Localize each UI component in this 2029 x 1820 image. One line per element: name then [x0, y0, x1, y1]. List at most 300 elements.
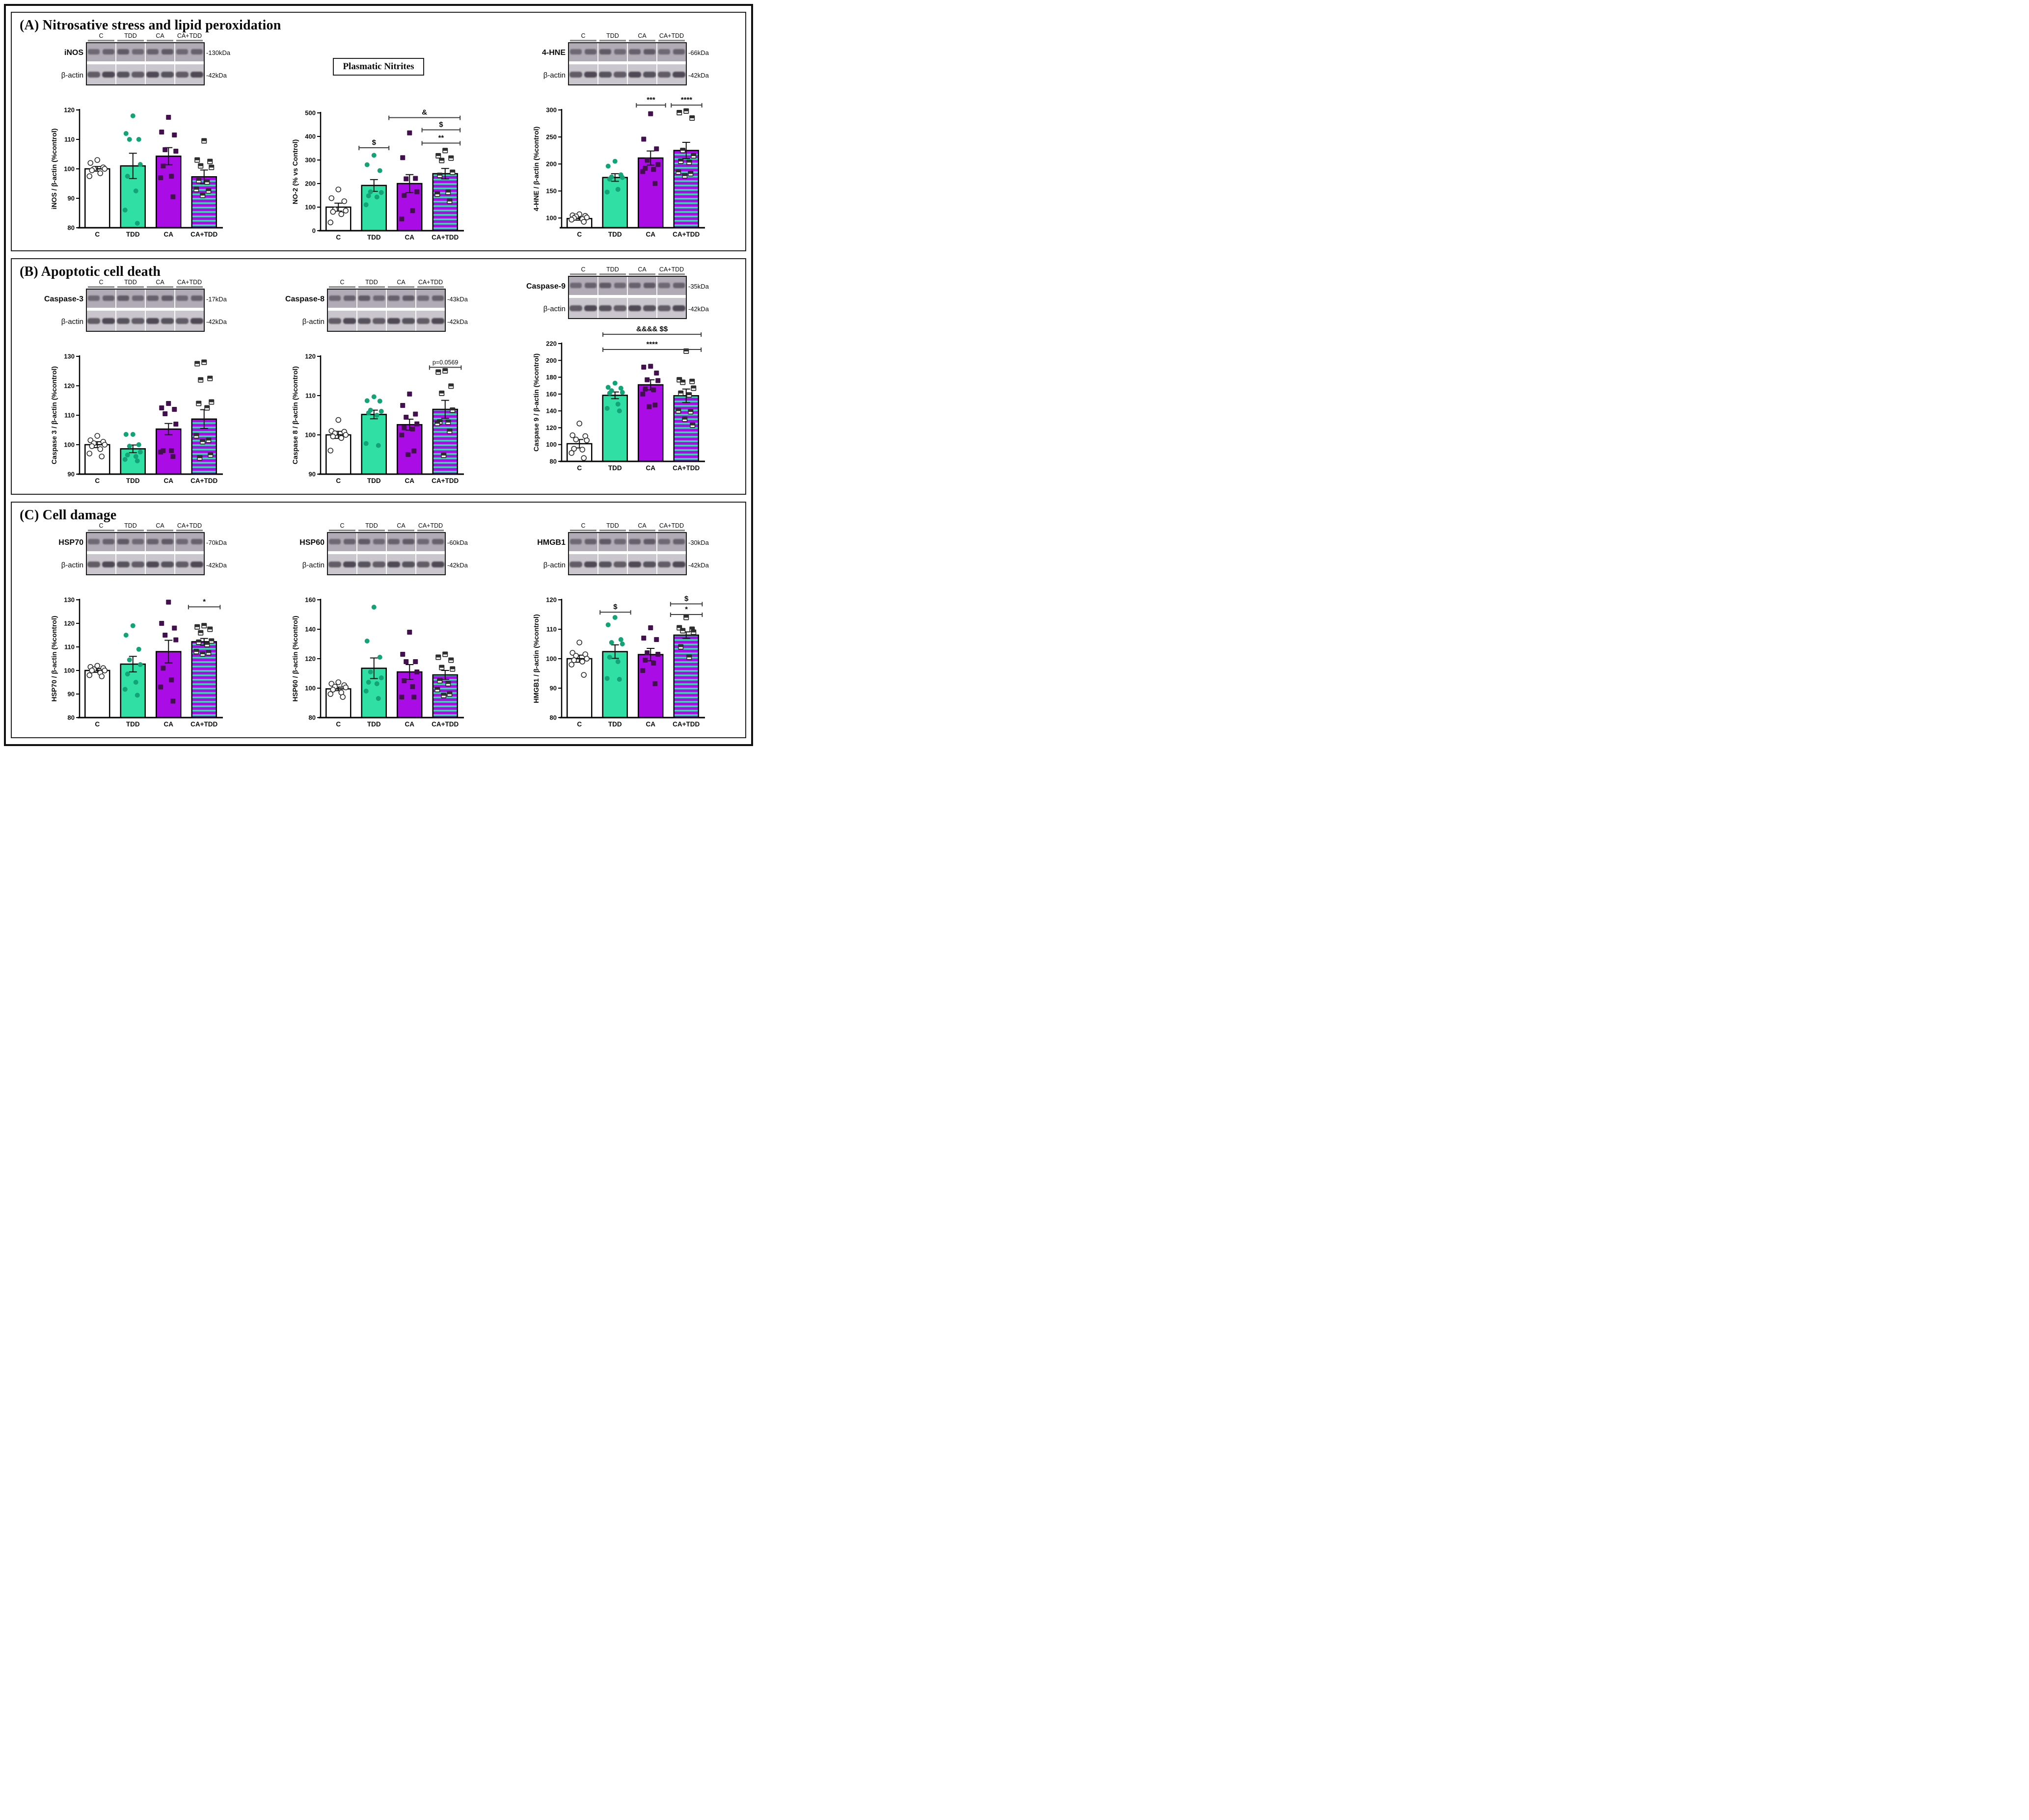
protein-band	[191, 49, 203, 54]
lane-label: TDD	[124, 279, 137, 286]
protein-band	[162, 295, 173, 301]
x-tick-label: C	[577, 231, 582, 238]
significance-label: *	[203, 597, 206, 606]
y-tick-label: 90	[549, 684, 557, 692]
x-tick-label: TDD	[608, 464, 622, 472]
y-tick-label: 130	[64, 596, 75, 604]
x-tick-label: CA	[646, 231, 656, 238]
panel-b	[11, 258, 746, 495]
lane-underline	[417, 530, 444, 532]
lane-label: TDD	[365, 279, 378, 286]
lane-label: C	[99, 32, 104, 39]
protein-band	[614, 539, 626, 544]
actin-band	[146, 318, 159, 324]
protein-band	[344, 295, 355, 301]
lane-underline	[329, 286, 355, 288]
actin-band	[569, 72, 582, 78]
figure-column	[260, 522, 497, 732]
hsp70-chart	[49, 579, 226, 732]
y-tick-label: 120	[546, 596, 557, 604]
figure-column	[19, 522, 256, 732]
x-tick-label: CA	[163, 721, 173, 728]
lane-label: TDD	[606, 32, 619, 39]
chart-box-title: Plasmatic Nitrites	[333, 58, 424, 76]
actin-band	[402, 562, 415, 567]
lane-underline	[147, 40, 173, 42]
protein-band	[673, 539, 685, 544]
protein-label: Caspase-3	[44, 295, 83, 303]
lane-underline	[658, 40, 685, 42]
y-axis-label: HSP70 / β-actin (%control)	[50, 616, 58, 702]
protein-band	[570, 539, 582, 544]
caspase-3-blot	[39, 279, 236, 335]
actin-label: β-actin	[61, 71, 83, 80]
caspase-3-chart	[49, 336, 226, 489]
protein-label: HSP60	[299, 538, 325, 547]
hmgb1-chart	[531, 579, 708, 732]
lane-label: C	[340, 279, 345, 286]
kda-label-bottom: -42kDa	[206, 318, 227, 325]
kda-label-top: -70kDa	[206, 539, 227, 546]
x-tick-label: TDD	[367, 477, 381, 484]
x-tick-label: C	[95, 721, 100, 728]
y-tick-label: 160	[305, 596, 316, 604]
bar-tdd	[603, 652, 627, 718]
y-tick-label: 100	[64, 165, 75, 173]
lane-label: CA+TDD	[177, 522, 202, 529]
actin-label: β-actin	[543, 305, 566, 313]
y-tick-label: 100	[305, 431, 316, 439]
significance-label: $	[613, 603, 618, 612]
x-tick-label: TDD	[367, 234, 381, 241]
bar-c	[567, 659, 592, 718]
y-tick-label: 160	[546, 390, 557, 398]
x-tick-label: CA+TDD	[673, 721, 700, 728]
bar-ca-tdd	[674, 151, 699, 228]
figure-column	[260, 58, 497, 245]
lane-label: C	[581, 266, 586, 273]
protein-band	[599, 283, 611, 288]
significance-label: $	[684, 594, 689, 603]
protein-band	[417, 295, 429, 301]
protein-band	[614, 283, 626, 288]
significance-label: ****	[680, 96, 693, 105]
lane-label: CA	[156, 32, 164, 39]
actin-band	[673, 72, 685, 78]
y-tick-label: 90	[67, 690, 75, 698]
actin-band	[132, 318, 144, 324]
actin-band	[117, 562, 130, 567]
protein-band	[673, 49, 685, 54]
actin-band	[673, 305, 685, 311]
protein-band	[147, 49, 159, 54]
protein-band	[117, 49, 129, 54]
protein-band	[358, 539, 370, 544]
x-tick-label: TDD	[126, 721, 140, 728]
protein-band	[162, 539, 173, 544]
actin-band	[132, 562, 144, 567]
bar-c	[326, 435, 351, 474]
lane-underline	[117, 530, 144, 532]
actin-band	[599, 562, 612, 567]
actin-band	[643, 72, 656, 78]
lane-underline	[417, 286, 444, 288]
lane-underline	[599, 273, 626, 275]
x-tick-label: C	[95, 477, 100, 484]
protein-band	[388, 295, 400, 301]
protein-band	[103, 49, 114, 54]
significance-bracket	[359, 138, 389, 150]
lane-underline	[599, 40, 626, 42]
y-tick-label: 100	[64, 441, 75, 449]
y-tick-label: 100	[546, 655, 557, 663]
actin-band	[190, 562, 203, 567]
actin-band	[176, 562, 189, 567]
x-tick-label: TDD	[608, 231, 622, 238]
lane-label: CA	[397, 522, 406, 529]
protein-band	[403, 295, 414, 301]
lane-underline	[329, 530, 355, 532]
kda-label-bottom: -42kDa	[447, 562, 468, 569]
protein-band	[599, 539, 611, 544]
protein-band	[176, 49, 188, 54]
actin-label: β-actin	[61, 561, 83, 569]
protein-band	[585, 283, 596, 288]
actin-band	[161, 72, 174, 78]
x-tick-label: CA+TDD	[673, 231, 700, 238]
significance-label: ***	[647, 96, 655, 105]
protein-band	[147, 539, 159, 544]
x-tick-label: CA+TDD	[190, 231, 218, 238]
actin-band	[161, 562, 174, 567]
lane-label: C	[99, 522, 104, 529]
actin-band	[87, 72, 100, 78]
significance-bracket	[671, 594, 703, 606]
kda-label-top: -17kDa	[206, 295, 227, 303]
y-tick-label: 140	[546, 407, 557, 415]
bar-ca-tdd	[433, 174, 458, 231]
protein-band	[88, 295, 100, 301]
kda-label-top: -30kDa	[688, 539, 709, 546]
protein-band	[585, 49, 596, 54]
x-tick-label: CA+TDD	[432, 721, 459, 728]
lane-underline	[176, 530, 203, 532]
y-tick-label: 500	[305, 109, 316, 117]
actin-band	[190, 72, 203, 78]
actin-band	[190, 318, 203, 324]
y-tick-label: 110	[64, 411, 75, 419]
lane-underline	[176, 286, 203, 288]
x-tick-label: TDD	[367, 721, 381, 728]
lane-label: CA	[638, 522, 647, 529]
y-tick-label: 120	[64, 619, 75, 627]
lane-underline	[88, 530, 114, 532]
lane-label: CA	[397, 279, 406, 286]
actin-band	[328, 562, 341, 567]
actin-band	[102, 562, 115, 567]
protein-band	[88, 539, 100, 544]
actin-band	[599, 72, 612, 78]
y-tick-label: 110	[305, 392, 316, 400]
panel-c-body	[17, 506, 740, 732]
protein-band	[147, 295, 159, 301]
lane-underline	[629, 40, 655, 42]
lane-underline	[88, 286, 114, 288]
actin-band	[146, 72, 159, 78]
protein-band	[570, 283, 582, 288]
y-tick-label: 200	[305, 180, 316, 187]
protein-band	[191, 539, 203, 544]
lane-underline	[658, 530, 685, 532]
lane-underline	[358, 286, 385, 288]
actin-label: β-actin	[543, 561, 566, 569]
panel-a-body	[17, 16, 740, 245]
y-tick-label: 150	[546, 187, 557, 195]
actin-label: β-actin	[543, 71, 566, 80]
figure-column	[19, 279, 256, 489]
actin-band	[432, 318, 444, 324]
y-tick-label: 400	[305, 133, 316, 140]
lane-underline	[570, 530, 596, 532]
protein-label: HSP70	[58, 538, 83, 547]
y-tick-label: 110	[64, 135, 75, 143]
x-tick-label: C	[336, 477, 341, 484]
lane-label: CA+TDD	[418, 279, 443, 286]
protein-band	[599, 49, 611, 54]
actin-band	[584, 72, 597, 78]
lane-label: TDD	[124, 32, 137, 39]
no-2-vs-control-chart	[290, 92, 467, 245]
actin-band	[343, 562, 356, 567]
kda-label-bottom: -42kDa	[688, 72, 709, 79]
panel-c-title: (C) Cell damage	[20, 508, 117, 523]
x-tick-label: CA+TDD	[190, 721, 218, 728]
figure-column	[260, 279, 497, 489]
lane-underline	[629, 530, 655, 532]
protein-band	[614, 49, 626, 54]
actin-band	[584, 562, 597, 567]
protein-band	[403, 539, 414, 544]
lane-label: CA+TDD	[418, 522, 443, 529]
actin-band	[569, 562, 582, 567]
x-tick-label: C	[336, 721, 341, 728]
protein-label: HMGB1	[537, 538, 566, 547]
significance-bracket	[603, 325, 701, 337]
significance-bracket	[389, 108, 460, 120]
figure-column	[501, 522, 738, 732]
actin-band	[599, 305, 612, 311]
y-tick-label: 90	[308, 470, 316, 478]
lane-label: C	[340, 522, 345, 529]
lane-label: CA	[638, 32, 647, 39]
kda-label-top: -66kDa	[688, 49, 709, 56]
protein-band	[658, 539, 670, 544]
caspase-8-blot	[280, 279, 477, 335]
y-tick-label: 120	[305, 655, 316, 663]
x-tick-label: C	[577, 464, 582, 472]
kda-label-top: -130kDa	[206, 49, 231, 56]
protein-band	[432, 539, 444, 544]
lane-label: TDD	[606, 266, 619, 273]
y-tick-label: 200	[546, 356, 557, 364]
actin-band	[387, 318, 400, 324]
actin-band	[673, 562, 685, 567]
protein-band	[658, 49, 670, 54]
y-axis-label: Caspase 3 / β-actin (%control)	[50, 366, 58, 464]
significance-label: &	[422, 108, 428, 117]
protein-band	[658, 283, 670, 288]
bar-ca-tdd	[674, 396, 699, 461]
inos-chart	[49, 89, 226, 242]
protein-band	[373, 539, 385, 544]
actin-band	[614, 72, 626, 78]
y-tick-label: 220	[546, 340, 557, 348]
actin-band	[161, 318, 174, 324]
protein-band	[629, 539, 641, 544]
bar-ca-tdd	[433, 409, 458, 474]
x-tick-label: TDD	[608, 721, 622, 728]
lane-label: TDD	[606, 522, 619, 529]
y-tick-label: 90	[67, 194, 75, 202]
actin-band	[417, 562, 430, 567]
x-tick-label: C	[577, 721, 582, 728]
significance-label: p=0.0569	[432, 359, 459, 366]
actin-band	[102, 318, 115, 324]
protein-band	[103, 539, 114, 544]
protein-label: Caspase-9	[526, 282, 566, 291]
protein-label: Caspase-8	[285, 295, 325, 303]
y-tick-label: 120	[64, 106, 75, 114]
y-tick-label: 110	[64, 643, 75, 651]
figure-column	[501, 32, 738, 242]
y-tick-label: 300	[305, 156, 316, 164]
y-tick-label: 110	[546, 625, 557, 633]
actin-band	[117, 318, 130, 324]
actin-band	[658, 562, 671, 567]
actin-band	[373, 562, 385, 567]
y-axis-label: NO-2 (% vs Control)	[291, 139, 299, 205]
lane-underline	[629, 273, 655, 275]
protein-band	[88, 49, 100, 54]
actin-band	[358, 562, 371, 567]
figure-column	[19, 32, 256, 242]
actin-band	[343, 318, 356, 324]
actin-band	[176, 72, 189, 78]
y-tick-label: 100	[305, 684, 316, 692]
lane-underline	[176, 40, 203, 42]
protein-band	[103, 295, 114, 301]
actin-band	[387, 562, 400, 567]
actin-label: β-actin	[302, 318, 325, 326]
y-tick-label: 120	[546, 424, 557, 431]
hsp70-blot	[39, 522, 236, 578]
lane-label: CA	[156, 279, 164, 286]
lane-underline	[570, 40, 596, 42]
panel-b-body	[17, 262, 740, 489]
actin-band	[432, 562, 444, 567]
figure-column	[501, 266, 738, 476]
bar-ca	[397, 425, 422, 474]
significance-label: *	[685, 605, 688, 614]
protein-band	[585, 539, 596, 544]
y-axis-label: Caspase 8 / β-actin (%control)	[291, 366, 299, 464]
lane-underline	[658, 273, 685, 275]
lane-underline	[117, 40, 144, 42]
significance-label: &&&& $$	[636, 325, 668, 334]
protein-band	[191, 295, 203, 301]
4-hne-chart	[531, 89, 708, 242]
bar-ca	[638, 655, 663, 718]
x-tick-label: CA+TDD	[190, 477, 218, 484]
protein-band	[373, 295, 385, 301]
y-axis-label: 4-HNE / β-actin (%control)	[532, 126, 541, 212]
y-axis-label: HSP60 / β-actin (%control)	[291, 616, 299, 702]
bar-ca	[638, 158, 663, 228]
actin-band	[146, 562, 159, 567]
x-tick-label: CA	[405, 721, 414, 728]
kda-label-bottom: -42kDa	[447, 318, 468, 325]
x-tick-label: CA+TDD	[432, 234, 459, 241]
y-tick-label: 300	[546, 106, 557, 114]
y-axis-label: iNOS / β-actin (%control)	[50, 128, 58, 210]
bar-c	[85, 445, 109, 474]
y-tick-label: 100	[546, 214, 557, 222]
kda-label-top: -60kDa	[447, 539, 468, 546]
significance-label: **	[438, 134, 444, 142]
y-tick-label: 100	[64, 667, 75, 674]
protein-band	[644, 283, 655, 288]
caspase-9-blot	[521, 266, 718, 322]
bar-tdd	[603, 395, 627, 461]
x-tick-label: TDD	[126, 477, 140, 484]
significance-label: ****	[646, 340, 658, 348]
lane-label: TDD	[124, 522, 137, 529]
actin-band	[102, 72, 115, 78]
inos-blot	[39, 32, 236, 88]
lane-underline	[388, 530, 414, 532]
significance-label: $	[439, 120, 443, 129]
actin-band	[614, 562, 626, 567]
caspase-8-chart	[290, 336, 467, 489]
lane-label: CA+TDD	[177, 32, 202, 39]
actin-band	[87, 318, 100, 324]
panel-b-title: (B) Apoptotic cell death	[20, 264, 161, 279]
lane-label: CA+TDD	[659, 266, 684, 273]
lane-underline	[117, 286, 144, 288]
protein-band	[644, 49, 655, 54]
x-tick-label: CA	[405, 234, 414, 241]
x-tick-label: CA+TDD	[673, 464, 700, 472]
actin-label: β-actin	[302, 561, 325, 569]
y-tick-label: 80	[549, 457, 557, 465]
bar-ca-tdd	[674, 635, 699, 718]
lane-underline	[147, 530, 173, 532]
protein-band	[629, 49, 641, 54]
actin-band	[117, 72, 130, 78]
protein-band	[162, 49, 173, 54]
actin-band	[628, 305, 641, 311]
y-axis-label: Caspase 9 / β-actin (%control)	[532, 353, 541, 452]
significance-bracket	[636, 96, 665, 107]
lane-label: CA+TDD	[659, 32, 684, 39]
y-tick-label: 0	[312, 227, 316, 235]
4-hne-blot	[521, 32, 718, 88]
y-tick-label: 80	[67, 224, 75, 232]
actin-band	[417, 318, 430, 324]
y-tick-label: 80	[308, 714, 316, 722]
significance-bracket	[422, 134, 460, 145]
protein-label: iNOS	[64, 49, 83, 57]
